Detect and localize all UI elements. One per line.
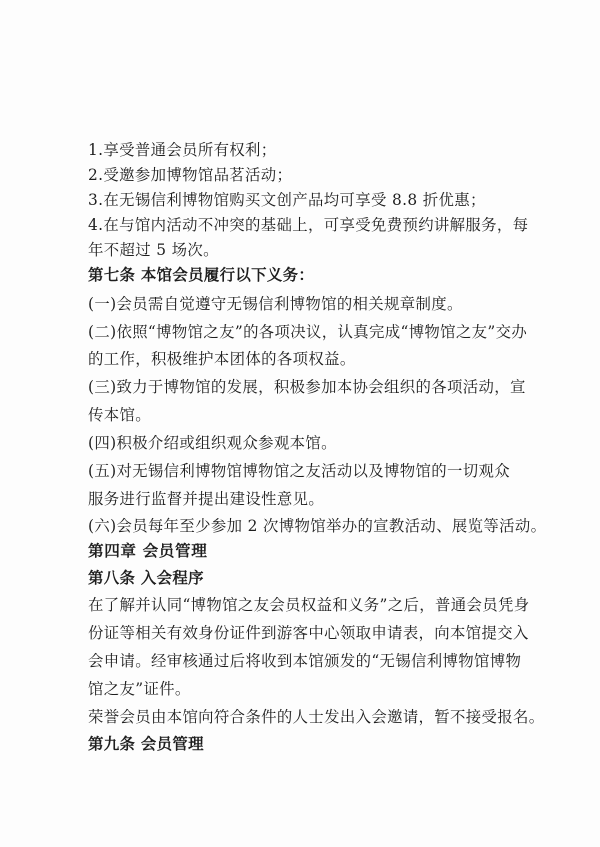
obligation-6: (六)会员每年至少参加 2 次博物馆举办的宣教活动、展览等活动。 (88, 517, 547, 535)
article-7-heading: 第七条 本馆会员履行以下义务： (88, 266, 315, 284)
membership-procedure-line-2: 份证等相关有效身份证件到游客中心领取申请表，向本馆提交入 (88, 624, 529, 642)
obligation-5-continued: 服务进行监督并提出建设性意见。 (88, 490, 325, 508)
benefit-item-2: 2.受邀参加博物馆品茗活动； (88, 166, 293, 184)
obligation-1: (一)会员需自觉遵守无锡信利博物馆的相关规章制度。 (88, 295, 463, 313)
benefit-item-4: 4.在与馆内活动不冲突的基础上，可享受免费预约讲解服务，每 (88, 216, 529, 234)
membership-procedure-line-3: 会申请。经审核通过后将收到本馆颁发的“无锡信利博物馆博物 (88, 652, 522, 670)
obligation-5: (五)对无锡信利博物馆博物馆之友活动以及博物馆的一切观众 (88, 462, 510, 480)
benefit-item-4-continued: 年不超过 5 场次。 (88, 241, 219, 259)
chapter-4-heading: 第四章 会员管理 (88, 542, 208, 560)
obligation-3-continued: 传本馆。 (88, 406, 151, 424)
honorary-member-note: 荣誉会员由本馆向符合条件的人士发出入会邀请，暂不接受报名。 (88, 708, 545, 726)
benefit-item-1: 1.享受普通会员所有权利； (88, 141, 277, 159)
membership-procedure-line-1: 在了解并认同“博物馆之友会员权益和义务”之后，普通会员凭身 (88, 596, 530, 614)
obligation-2-continued: 的工作，积极维护本团体的各项权益。 (88, 350, 356, 368)
obligation-2: (二)依照“博物馆之友”的各项决议，认真完成“博物馆之友”交办 (88, 323, 528, 341)
obligation-3: (三)致力于博物馆的发展，积极参加本协会组织的各项活动，宣 (88, 378, 526, 396)
benefit-item-3: 3.在无锡信利博物馆购买文创产品均可享受 8.8 折优惠； (88, 191, 486, 209)
obligation-4: (四)积极介绍或组织观众参观本馆。 (88, 434, 337, 452)
article-9-heading: 第九条 会员管理 (88, 735, 204, 753)
membership-procedure-line-4: 馆之友”证件。 (88, 680, 191, 698)
article-8-heading: 第八条 入会程序 (88, 569, 204, 587)
